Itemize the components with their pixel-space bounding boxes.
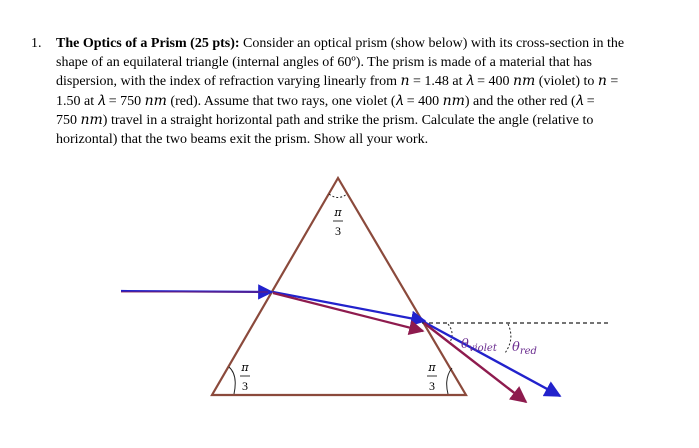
theta-red-subscript: red	[519, 346, 537, 357]
angle-arc-left	[229, 367, 235, 394]
theta-red-symbol: θ	[512, 340, 520, 355]
theta-violet-arc	[448, 324, 452, 342]
problem-text-line: dispersion, with the index of refraction varying linearly from 𝑛 = 1.48 at 𝜆 = 400 𝑛𝑚 (violet) to 𝑛 =	[56, 74, 619, 90]
problem-text-line: 1.50 at 𝜆 = 750 𝑛𝑚 (red). Assume that two rays, one violet (𝜆 = 400 𝑛𝑚) and the other red (𝜆 =	[56, 93, 595, 109]
theta-red-arc	[505, 324, 511, 353]
angle-left-numerator: π	[241, 361, 249, 374]
red-ray-exit	[424, 323, 526, 402]
theta-violet-subscript: violet	[468, 343, 497, 354]
angle-left-denominator: 3	[242, 379, 248, 393]
problem-text-line: 750 𝑛𝑚) travel in a straight horizontal path and strike the prism. Calculate the angle (relative to	[56, 112, 594, 128]
angle-top-denominator: 3	[335, 224, 341, 238]
problem-title: The Optics of a Prism (25 pts):	[56, 36, 240, 51]
problem-text-line: horizontal) that the two beams exit the prism. Show all your work.	[56, 132, 429, 148]
problem-number: 1.	[31, 36, 42, 51]
theta-violet-label	[461, 337, 498, 354]
problem-text-line: shape of an equilateral triangle (internal angles of 60º). The prism is made of a material that has	[56, 55, 592, 71]
angle-right-numerator: π	[428, 361, 436, 374]
red-ray-inside	[273, 293, 423, 331]
theta-violet-symbol: θ	[461, 337, 469, 352]
angle-arc-top	[329, 194, 347, 198]
problem-text-line: Consider an optical prism (show below) with its cross-section in the	[243, 36, 625, 51]
angle-top-numerator: π	[334, 206, 342, 219]
theta-red-label	[512, 340, 537, 357]
violet-ray-inside	[273, 292, 425, 321]
angle-right-denominator: 3	[429, 379, 435, 393]
